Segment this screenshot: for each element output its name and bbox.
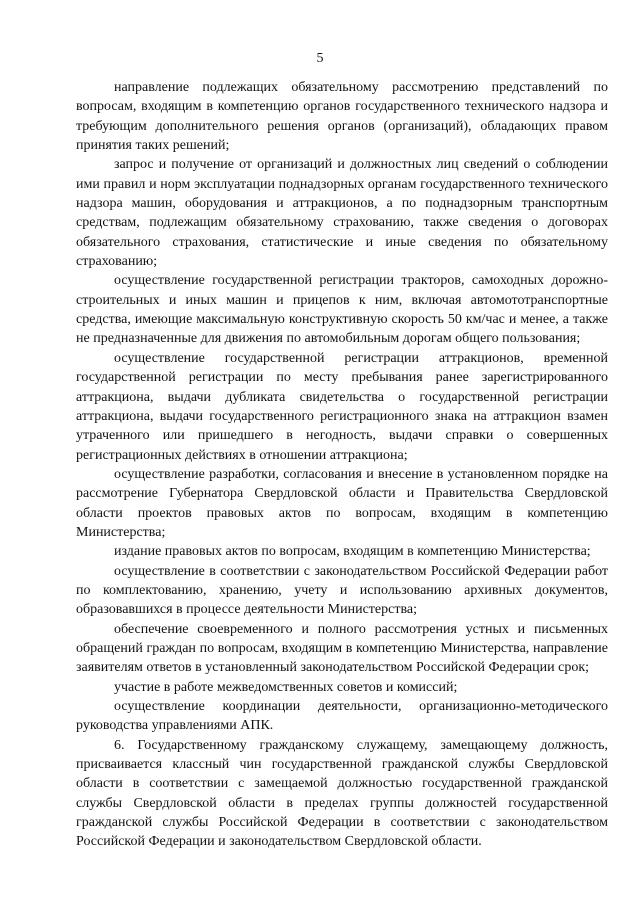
paragraph-1: направление подлежащих обязательному рассмотрению представлений по вопросам, входящим в компетенцию органов государственного технического надзора и требующим дополнительного решения органов (организаций), обладающих правом принятия таких решений; (76, 80, 608, 154)
paragraph-10: осуществление координации деятельности, организационно-методического руководства управлениями АПК. (76, 699, 608, 734)
paragraph-6: издание правовых актов по вопросам, входящим в компетенцию Министерства; (114, 544, 591, 560)
body-text (76, 78, 608, 852)
paragraph-5: осуществление разработки, согласования и внесение в установленном порядке на рассмотрение Губернатора Свердловской области и Правительства Свердловской области проектов правовых актов по вопросам, входящим в компетенцию Министерства; (76, 466, 608, 540)
paragraph-9: участие в работе межведомственных советов и комиссий; (114, 679, 458, 695)
paragraph-7: осуществление в соответствии с законодательством Российской Федерации работ по комплектованию, хранению, учету и использованию архивных документов, образовавшихся в процессе деятельности Министерства; (76, 563, 608, 618)
paragraph-2: запрос и получение от организаций и должностных лиц сведений о соблюдении ими правил и норм эксплуатации поднадзорных органам государственного технического надзора машин, оборудования и аттракционов, а по поднадзорным транспортным средствам, подлежащим обязательному страхованию, также сведения о договорах обязательного страхования, статистические и иные сведения по обязательному страхованию; (76, 157, 608, 270)
paragraph-8: обеспечение своевременного и полного рассмотрения устных и письменных обращений граждан по вопросам, входящим в компетенцию Министерства, направление заявителям ответов в установленный законодательством Российской Федерации срок; (76, 621, 608, 676)
page-number: 5 (316, 51, 324, 66)
paragraph-3: осуществление государственной регистрации тракторов, самоходных дорожно-строительных и иных машин и прицепов к ним, включая автомототранспортные средства, имеющие максимальную конструктивную скорость 50 км/час и менее, а также не предназначенные для движения по автомобильным дорогам общего пользования; (76, 273, 608, 347)
paragraph-11: 6. Государственному гражданскому служащему, замещающему должность, присваивается классный чин государственной гражданской службы Свердловской области в соответствии с замещаемой должностью государственной гражданской службы Свердловской области в пределах группы должностей государственной гражданской службы Российской Федерации в соответствии с законодательством Российской Федерации и законодательством Свердловской области. (76, 737, 608, 850)
paragraph-4: осуществление государственной регистрации аттракционов, временной государственной регистрации по месту пребывания ранее зарегистрированного аттракциона, выдачи дубликата свидетельства о государственной регистрации аттракциона, выдачи государственного регистрационного знака на аттракцион взамен утраченного или пришедшего в негодность, выдачи справки о совершенных регистрационных действиях в отношении аттракциона; (76, 350, 608, 463)
